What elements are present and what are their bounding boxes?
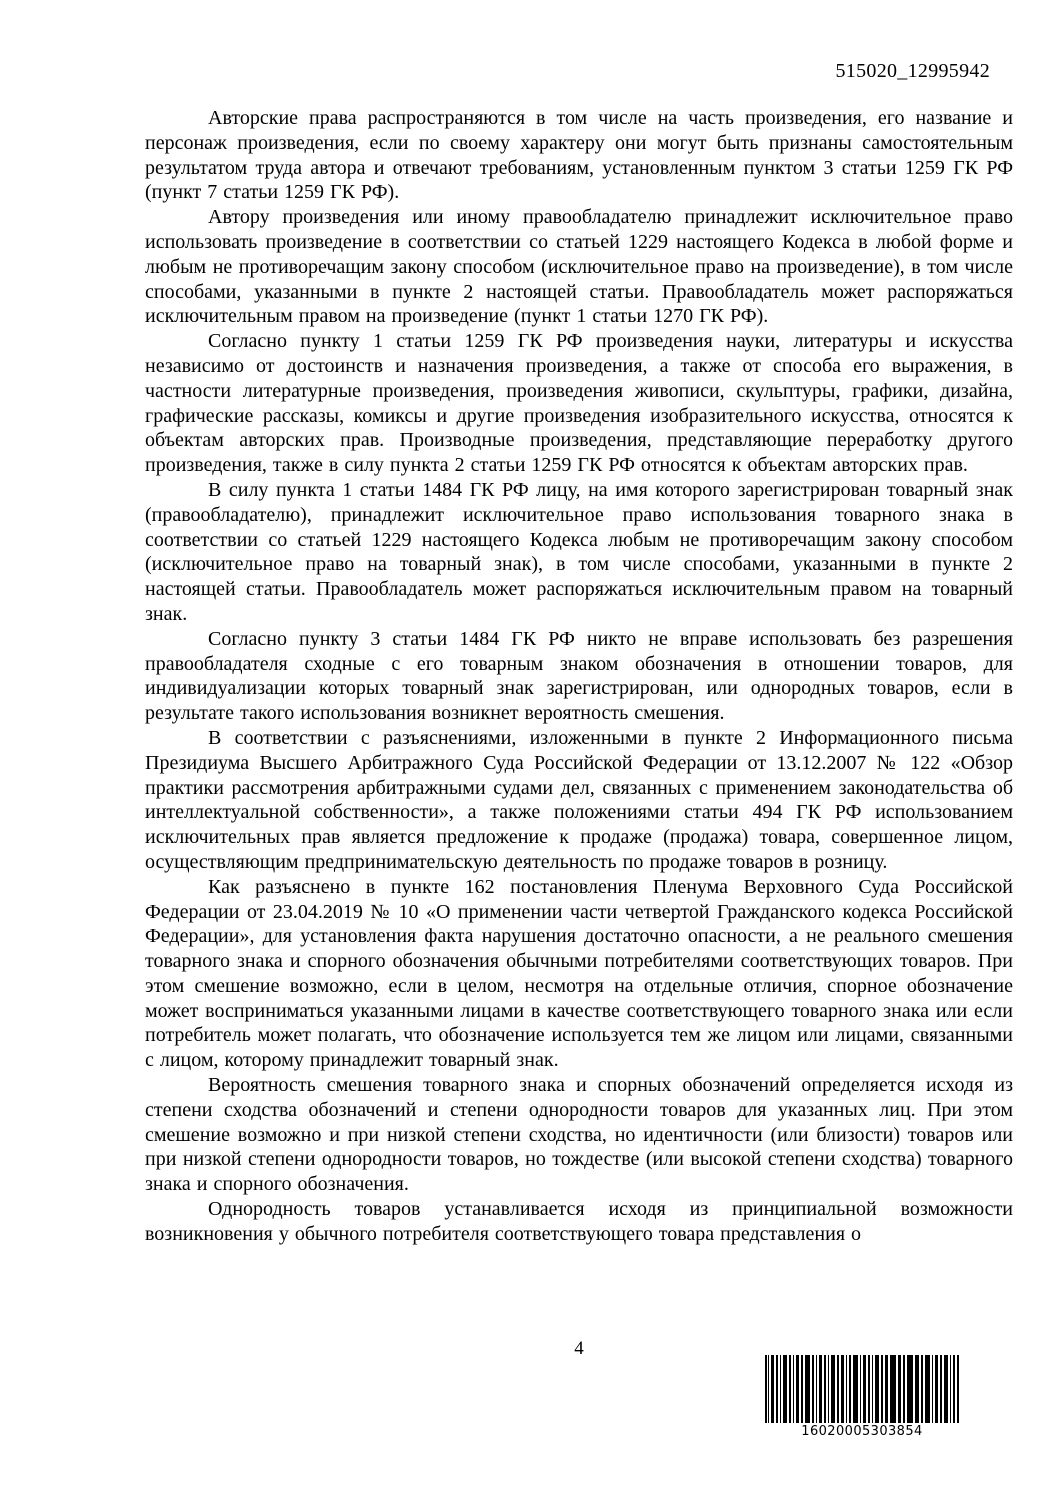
barcode-number: 16020005303854 bbox=[801, 1424, 923, 1439]
paragraph: В силу пункта 1 статьи 1484 ГК РФ лицу, на имя которого зарегистрирован товарный знак (правообладателю), принадлежит исключительное право использования товарного знака в соответствии со статьей 1229 настоящего Кодекса любым не противоречащим закону способом (исключительное право на товарный знак), в том числе способами, указанными в пункте 2 настоящей статьи. Правообладатель может распоряжаться исключительным правом на товарный знак. bbox=[145, 478, 1013, 625]
paragraph: Согласно пункту 3 статьи 1484 ГК РФ никто не вправе использовать без разрешения правообладателя сходные с его товарным знаком обозначения в отношении товаров, для индивидуализации которых товарный знак зарегистрирован, или однородных товаров, если в результате такого использования возникнет вероятность смешения. bbox=[145, 627, 1013, 725]
document-body bbox=[145, 106, 1013, 1247]
paragraph: Автору произведения или иному правообладателю принадлежит исключительное право использовать произведение в соответствии со статьей 1229 настоящего Кодекса в любой форме и любым не противоречащим закону способом (исключительное право на произведение), в том числе способами, указанными в пункте 2 настоящей статьи. Правообладатель может распоряжаться исключительным правом на произведение (пункт 1 статьи 1270 ГК РФ). bbox=[145, 206, 1013, 328]
paragraph: Вероятность смешения товарного знака и спорных обозначений определяется исходя из степени сходства обозначений и степени однородности товаров для указанных лиц. При этом смешение возможно и при низкой степени сходства, но идентичности (или близости) товаров или при низкой степени однородности товаров, но тождестве (или высокой степени сходства) товарного знака и спорного обозначения. bbox=[145, 1074, 1013, 1196]
document-number: 515020_12995942 bbox=[835, 60, 990, 82]
page-number: 4 bbox=[574, 1338, 584, 1359]
barcode-icon bbox=[765, 1355, 959, 1423]
barcode bbox=[765, 1355, 959, 1439]
paragraph: Согласно пункту 1 статьи 1259 ГК РФ произведения науки, литературы и искусства независимо от достоинств и назначения произведения, а также от способа его выражения, в частности литературные произведения, произведения живописи, скульптуры, графики, дизайна, графические рассказы, комиксы и другие произведения изобразительного искусства, относятся к объектам авторских прав. Производные произведения, представляющие переработку другого произведения, также в силу пункта 2 статьи 1259 ГК РФ относятся к объектам авторских прав. bbox=[145, 330, 1013, 477]
paragraph: Авторские права распространяются в том числе на часть произведения, его название и персонаж произведения, если по своему характеру они могут быть признаны самостоятельным результатом труда автора и отвечают требованиям, установленным пунктом 3 статьи 1259 ГК РФ (пункт 7 статьи 1259 ГК РФ). bbox=[145, 107, 1013, 204]
paragraph: В соответствии с разъяснениями, изложенными в пункте 2 Информационного письма Президиума Высшего Арбитражного Суда Российской Федерации от 13.12.2007 № 122 «Обзор практики рассмотрения арбитражными судами дел, связанных с применением законодательства об интеллектуальной собственности», а также положениями статьи 494 ГК РФ использованием исключительных прав является предложение к продаже (продажа) товара, совершенное лицом, осуществляющим предпринимательскую деятельность по продаже товаров в розницу. bbox=[145, 726, 1013, 873]
paragraph: Как разъяснено в пункте 162 постановления Пленума Верховного Суда Российской Федерации от 23.04.2019 № 10 «О применении части четвертой Гражданского кодекса Российской Федерации», для установления факта нарушения достаточно опасности, а не реального смешения товарного знака и спорного обозначения обычными потребителями соответствующих товаров. При этом смешение возможно, если в целом, несмотря на отдельные отличия, спорное обозначение может восприниматься указанными лицами в качестве соответствующего товарного знака или если потребитель может полагать, что обозначение используется тем же лицом или лицами, связанными с лицом, которому принадлежит товарный знак. bbox=[145, 875, 1013, 1072]
paragraph: Однородность товаров устанавливается исходя из принципиальной возможности возникновения у обычного потребителя соответствующего товара представления о bbox=[145, 1198, 1013, 1245]
